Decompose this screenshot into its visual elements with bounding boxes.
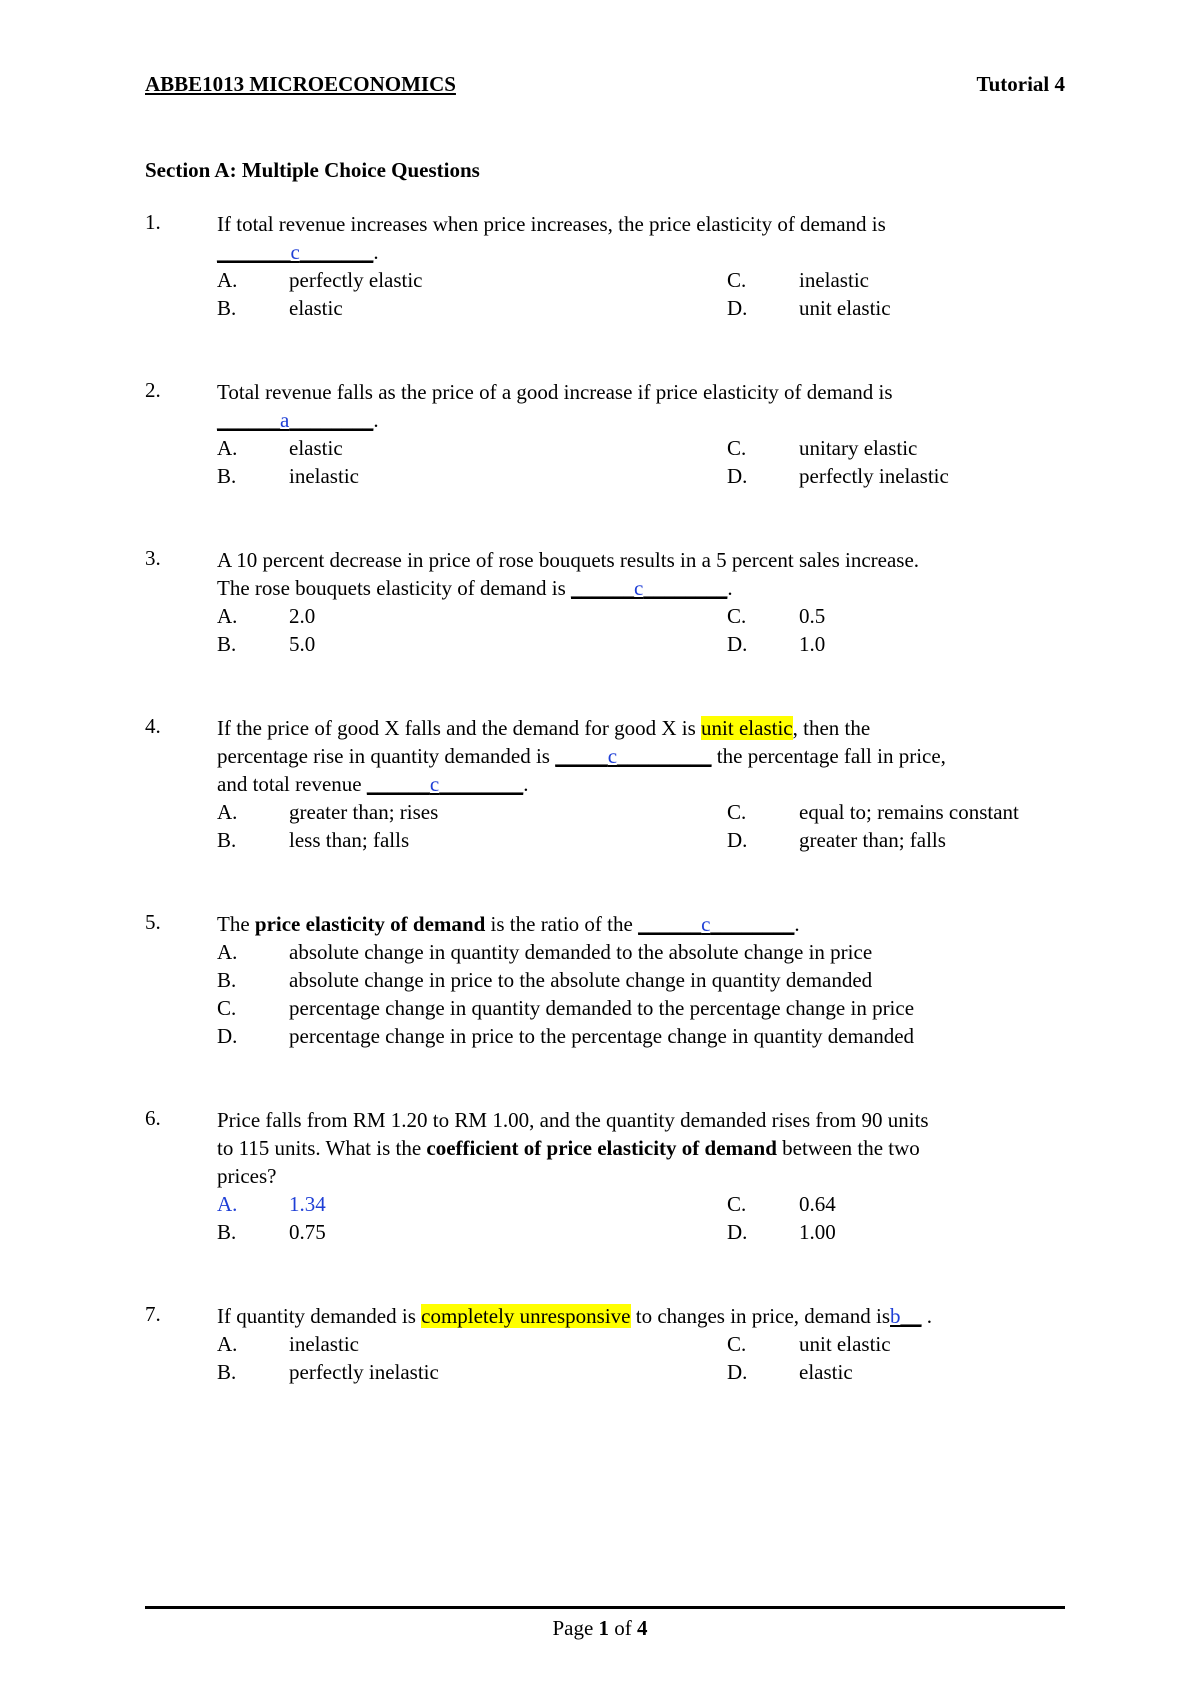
options-row xyxy=(217,630,1065,658)
options-row xyxy=(217,1330,1065,1358)
question-text xyxy=(217,910,1065,938)
answer-blank: ______ xyxy=(217,408,280,432)
options-row xyxy=(217,1218,1065,1246)
question-fragment: to changes in price, demand is xyxy=(635,1304,891,1328)
question-line xyxy=(217,714,1065,742)
answer-blank: ________ xyxy=(439,772,524,796)
punctuation: . xyxy=(523,772,529,796)
option-letter-b: B. xyxy=(217,296,237,320)
option-letter-a: A. xyxy=(217,604,238,628)
written-answer: c xyxy=(607,744,618,768)
options-row xyxy=(217,266,1065,294)
option-a-selected: 1.34 xyxy=(289,1192,326,1216)
option-letter-a: A. xyxy=(217,436,238,460)
option-a: 2.0 xyxy=(289,604,316,628)
punctuation: . xyxy=(373,240,379,264)
question-line: prices? xyxy=(217,1164,277,1188)
punctuation: . xyxy=(373,408,379,432)
option-d: elastic xyxy=(799,1360,853,1384)
answer-blank: ________ xyxy=(289,408,374,432)
question-fragment: The rose bouquets elasticity of demand is xyxy=(217,576,566,600)
answer-blank: ______ xyxy=(366,772,430,796)
options xyxy=(217,1330,1065,1386)
question-fragment: percentage rise in quantity demanded is xyxy=(217,744,550,768)
option-b: 0.75 xyxy=(289,1220,326,1244)
question-fragment: is the ratio of the xyxy=(490,912,633,936)
question-fragment: , then the xyxy=(792,716,871,740)
option-letter-d: D. xyxy=(727,296,748,320)
options-row xyxy=(217,294,1065,322)
option-letter-c: C. xyxy=(727,1332,747,1356)
option-letter-c: C. xyxy=(727,268,747,292)
page-number: 1 xyxy=(598,1616,610,1640)
written-answer: c xyxy=(429,772,440,796)
options-row xyxy=(217,798,1065,826)
punctuation: . xyxy=(921,1304,933,1328)
question-text xyxy=(217,378,1065,434)
option-b: perfectly inelastic xyxy=(289,1360,439,1384)
question-fragment: If the price of good X falls and the demand for good X is xyxy=(217,716,696,740)
question-text xyxy=(217,210,1065,266)
option-letter-d: D. xyxy=(727,1220,748,1244)
option-a: perfectly elastic xyxy=(289,268,423,292)
answer-blank: ______ xyxy=(571,576,634,600)
option-letter-c: C. xyxy=(727,436,747,460)
written-answer: c xyxy=(634,576,644,600)
options-row xyxy=(217,938,1065,966)
option-a: elastic xyxy=(289,436,343,460)
question-line xyxy=(217,770,1065,798)
option-letter-d: D. xyxy=(217,1024,238,1048)
options xyxy=(217,798,1065,854)
options xyxy=(217,266,1065,322)
question-line xyxy=(217,1302,1065,1330)
option-letter-b: B. xyxy=(217,632,237,656)
page-label: Page xyxy=(552,1616,594,1640)
option-d: greater than; falls xyxy=(799,828,946,852)
options-row xyxy=(217,462,1065,490)
question-line: Price falls from RM 1.20 to RM 1.00, and the quantity demanded rises from 90 units xyxy=(217,1108,929,1132)
option-letter-b: B. xyxy=(217,1360,237,1384)
option-d: 1.00 xyxy=(799,1220,836,1244)
question-number: 7. xyxy=(145,1302,161,1326)
option-letter-a: A. xyxy=(217,940,238,964)
page-footer xyxy=(0,1616,1200,1641)
option-c: 0.5 xyxy=(799,604,826,628)
question-fragment: to 115 units. What is the xyxy=(217,1136,422,1160)
options xyxy=(217,602,1065,658)
question-line xyxy=(217,574,1065,602)
question-line xyxy=(217,238,1065,266)
question-line: If total revenue increases when price increases, the price elasticity of demand is xyxy=(217,212,886,236)
option-letter-b: B. xyxy=(217,968,237,992)
options xyxy=(217,434,1065,490)
course-title: ABBE1013 MICROECONOMICS xyxy=(145,72,456,96)
option-a: inelastic xyxy=(289,1332,359,1356)
options-row xyxy=(217,434,1065,462)
question-number: 6. xyxy=(145,1106,161,1130)
question-line xyxy=(217,406,1065,434)
punctuation: . xyxy=(794,912,800,936)
option-a: absolute change in quantity demanded to the absolute change in price xyxy=(289,940,873,964)
option-letter-b: B. xyxy=(217,1220,237,1244)
question-number: 2. xyxy=(145,378,161,402)
option-letter-a: A. xyxy=(217,268,238,292)
question-fragment: The xyxy=(217,912,250,936)
answer-blank: ________ xyxy=(643,576,728,600)
page-total: 4 xyxy=(637,1616,648,1640)
options-row xyxy=(217,1022,1065,1050)
option-a: greater than; rises xyxy=(289,800,439,824)
written-answer: a xyxy=(280,408,290,432)
question-number: 1. xyxy=(145,210,161,234)
answer-blank: __ xyxy=(900,1304,922,1328)
option-c: unitary elastic xyxy=(799,436,918,460)
option-letter-c: C. xyxy=(217,996,237,1020)
option-c: 0.64 xyxy=(799,1192,836,1216)
option-b: less than; falls xyxy=(289,828,410,852)
question-text xyxy=(217,1106,1065,1190)
question-line: Total revenue falls as the price of a good increase if price elasticity of demand is xyxy=(217,380,893,404)
option-letter-d: D. xyxy=(727,632,748,656)
options xyxy=(217,938,1065,1050)
answer-blank: _______ xyxy=(299,240,374,264)
options-row xyxy=(217,994,1065,1022)
question-number: 3. xyxy=(145,546,161,570)
option-letter-c: C. xyxy=(727,604,747,628)
option-letter-d: D. xyxy=(727,828,748,852)
question-text xyxy=(217,1302,1065,1330)
options-row xyxy=(217,966,1065,994)
question-line: A 10 percent decrease in price of rose bouquets results in a 5 percent sales increase. xyxy=(217,548,920,572)
answer-blank: _________ xyxy=(617,744,712,768)
option-letter-a: A. xyxy=(217,1332,238,1356)
section-title: Section A: Multiple Choice Questions xyxy=(145,158,480,182)
option-b: inelastic xyxy=(289,464,359,488)
question-line xyxy=(217,910,1065,938)
bold-term: coefficient of price elasticity of demand xyxy=(426,1136,777,1160)
option-letter-b: B. xyxy=(217,828,237,852)
option-d: perfectly inelastic xyxy=(799,464,949,488)
options xyxy=(217,1190,1065,1246)
tutorial-label: Tutorial 4 xyxy=(976,72,1065,96)
question-text xyxy=(217,546,1065,602)
bold-term: price elasticity of demand xyxy=(254,912,486,936)
question-number: 4. xyxy=(145,714,161,738)
written-answer: b xyxy=(890,1304,901,1328)
options-row xyxy=(217,1190,1065,1218)
options-row xyxy=(217,602,1065,630)
option-b: 5.0 xyxy=(289,632,316,656)
option-d: percentage change in price to the percentage change in quantity demanded xyxy=(289,1024,915,1048)
option-c: equal to; remains constant xyxy=(799,800,1019,824)
page-header xyxy=(145,72,1065,102)
options-row xyxy=(217,826,1065,854)
option-letter-c: C. xyxy=(727,1192,747,1216)
question-fragment: and total revenue xyxy=(217,772,362,796)
option-b: absolute change in price to the absolute change in quantity demanded xyxy=(289,968,873,992)
of-label: of xyxy=(614,1616,632,1640)
highlighted-text: completely unresponsive xyxy=(421,1304,631,1328)
option-letter-d: D. xyxy=(727,1360,748,1384)
option-c: percentage change in quantity demanded to the percentage change in price xyxy=(289,996,915,1020)
written-answer: c xyxy=(701,912,711,936)
question-number: 5. xyxy=(145,910,161,934)
option-c: unit elastic xyxy=(799,1332,891,1356)
question-fragment: If quantity demanded is xyxy=(217,1304,416,1328)
answer-blank: ________ xyxy=(710,912,795,936)
option-d: 1.0 xyxy=(799,632,826,656)
option-letter-d: D. xyxy=(727,464,748,488)
highlighted-text: unit elastic xyxy=(701,716,793,740)
question-line xyxy=(217,742,1065,770)
written-answer: c xyxy=(290,240,300,264)
answer-blank: _____ xyxy=(555,744,608,768)
question-fragment: the percentage fall in price, xyxy=(716,744,946,768)
question-line xyxy=(217,1134,1065,1162)
question-fragment: between the two xyxy=(782,1136,920,1160)
answer-blank: _______ xyxy=(217,240,291,264)
footer-divider xyxy=(145,1606,1065,1609)
option-letter-c: C. xyxy=(727,800,747,824)
option-letter-b: B. xyxy=(217,464,237,488)
option-b: elastic xyxy=(289,296,343,320)
punctuation: . xyxy=(727,576,733,600)
answer-blank: ______ xyxy=(638,912,702,936)
options-row xyxy=(217,1358,1065,1386)
option-c: inelastic xyxy=(799,268,869,292)
option-letter-a: A. xyxy=(217,800,238,824)
option-d: unit elastic xyxy=(799,296,891,320)
option-letter-a: A. xyxy=(217,1192,238,1216)
question-text xyxy=(217,714,1065,798)
